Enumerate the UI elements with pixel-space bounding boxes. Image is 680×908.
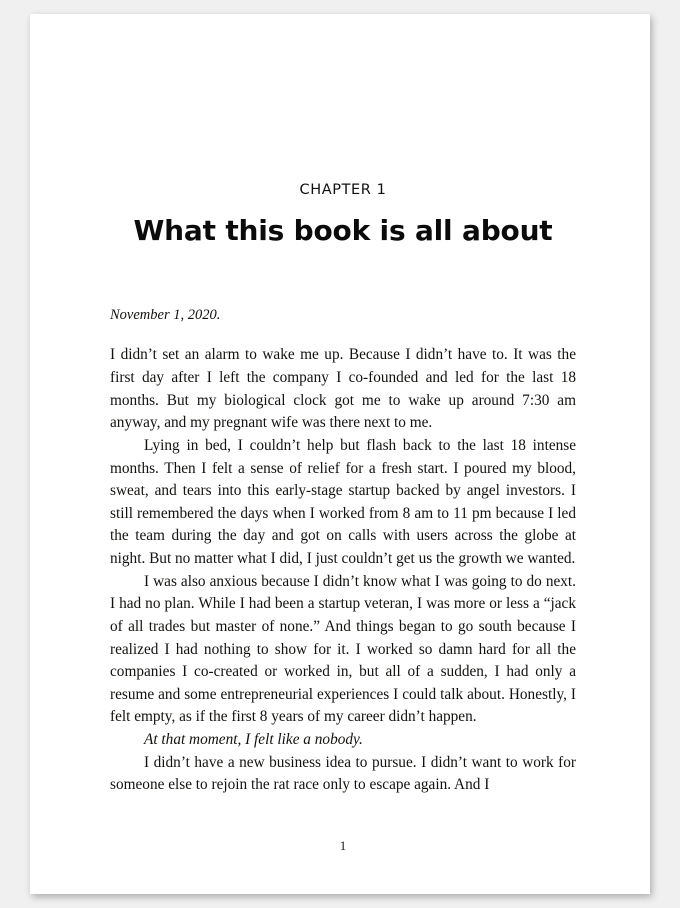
paragraph: I didn’t have a new business idea to pursue. I didn’t want to work for someone else to rejoin the rat race only to escape again. And I	[110, 753, 576, 794]
chapter-title: What this book is all about	[133, 214, 553, 247]
body-text	[110, 305, 576, 797]
date-line: November 1, 2020.	[110, 307, 221, 323]
page-number: 1	[339, 838, 347, 853]
page-content	[110, 14, 576, 894]
paragraph: I was also anxious because I didn’t know what I was going to do next. I had no plan. While I had been a startup veteran, I was more or less a “jack of all trades but master of none.” And things began to go south because I realized I had nothing to show for it. I worked so damn hard for all the companies I co-created or worked in, but all of a sudden, I had only a resume and some entrepreneurial experiences I could talk about. Honestly, I felt empty, as if the first 8 years of my career didn’t happen.	[110, 572, 576, 726]
paragraph: Lying in bed, I couldn’t help but flash back to the last 18 intense months. Then I felt a sense of relief for a fresh start. I poured my blood, sweat, and tears into this early-stage startup backed by angel investors. I still remembered the days when I worked from 8 am to 11 pm because I led the team during the day and got on calls with users across the globe at night. But no matter what I did, I just couldn’t get us the growth we wanted.	[110, 436, 576, 568]
chapter-label: CHAPTER 1	[299, 182, 387, 198]
document-page	[30, 14, 650, 894]
paragraph: I didn’t set an alarm to wake me up. Because I didn’t have to. It was the first day after I left the company I co-founded and led for the last 18 months. But my biological clock got me to wake up around 7:30 am anyway, and my pregnant wife was there next to me.	[110, 346, 576, 432]
paragraph-emphasis: At that moment, I felt like a nobody.	[144, 731, 363, 749]
